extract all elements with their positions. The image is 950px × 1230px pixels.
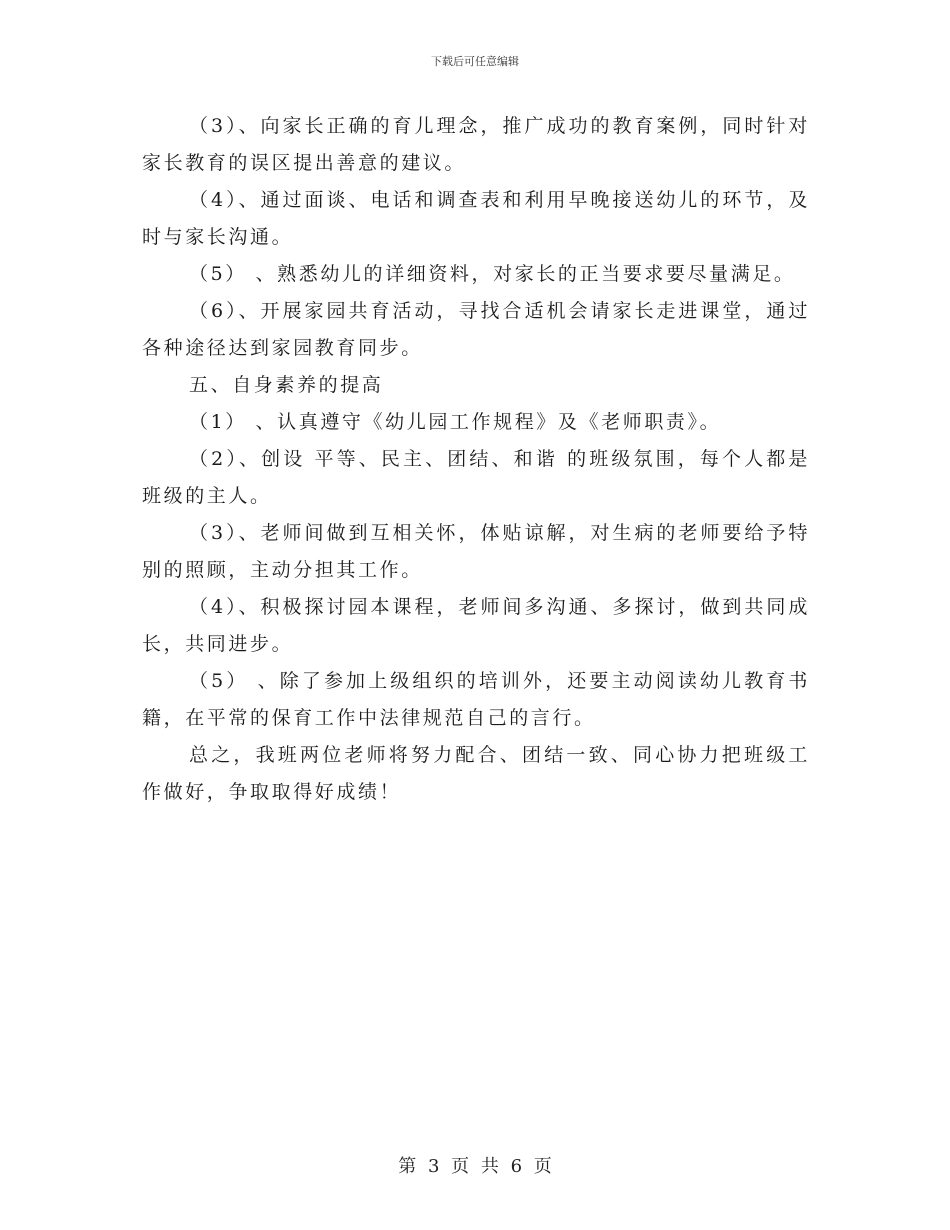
paragraph-conclusion: 总之，我班两位老师将努力配合、团结一致、同心协力把班级工作做好，争取取得好成绩！ (142, 744, 810, 803)
page-header: 下载后可任意编辑 (431, 55, 519, 68)
paragraph-self-item-1: （1） 、认真遵守《幼儿园工作规程》及《老师职责》。 (189, 411, 722, 433)
paragraph-parent-item-3: （3）、向家长正确的育儿理念，推广成功的教育案例，同时针对家长教育的误区提出善意的建议。 (142, 115, 810, 174)
paragraph-parent-item-6: （6）、开展家园共育活动，寻找合适机会请家长走进课堂，通过各种途径达到家园教育同步。 (142, 300, 810, 359)
page-number-footer: 第 3 页 共 6 页 (398, 1156, 552, 1177)
paragraph-self-item-2: （2）、创设 平等、民主、团结、和谐 的班级氛围，每个人都是班级的主人。 (142, 448, 810, 507)
paragraph-parent-item-4: （4）、通过面谈、电话和调查表和利用早晚接送幼儿的环节，及时与家长沟通。 (142, 189, 810, 248)
paragraph-self-item-3: （3）、老师间做到互相关怀，体贴谅解，对生病的老师要给予特别的照顾，主动分担其工作。 (142, 522, 810, 581)
paragraph-parent-item-5: （5） 、熟悉幼儿的详细资料，对家长的正当要求要尽量满足。 (189, 263, 796, 285)
paragraph-self-item-5: （5） 、除了参加上级组织的培训外，还要主动阅读幼儿教育书籍，在平常的保育工作中法律规范自己的言行。 (142, 670, 810, 729)
section-heading-self-improvement: 五、自身素养的提高 (189, 374, 384, 396)
document-body (142, 108, 810, 811)
paragraph-self-item-4: （4）、积极探讨园本课程，老师间多沟通、多探讨，做到共同成长，共同进步。 (142, 596, 810, 655)
